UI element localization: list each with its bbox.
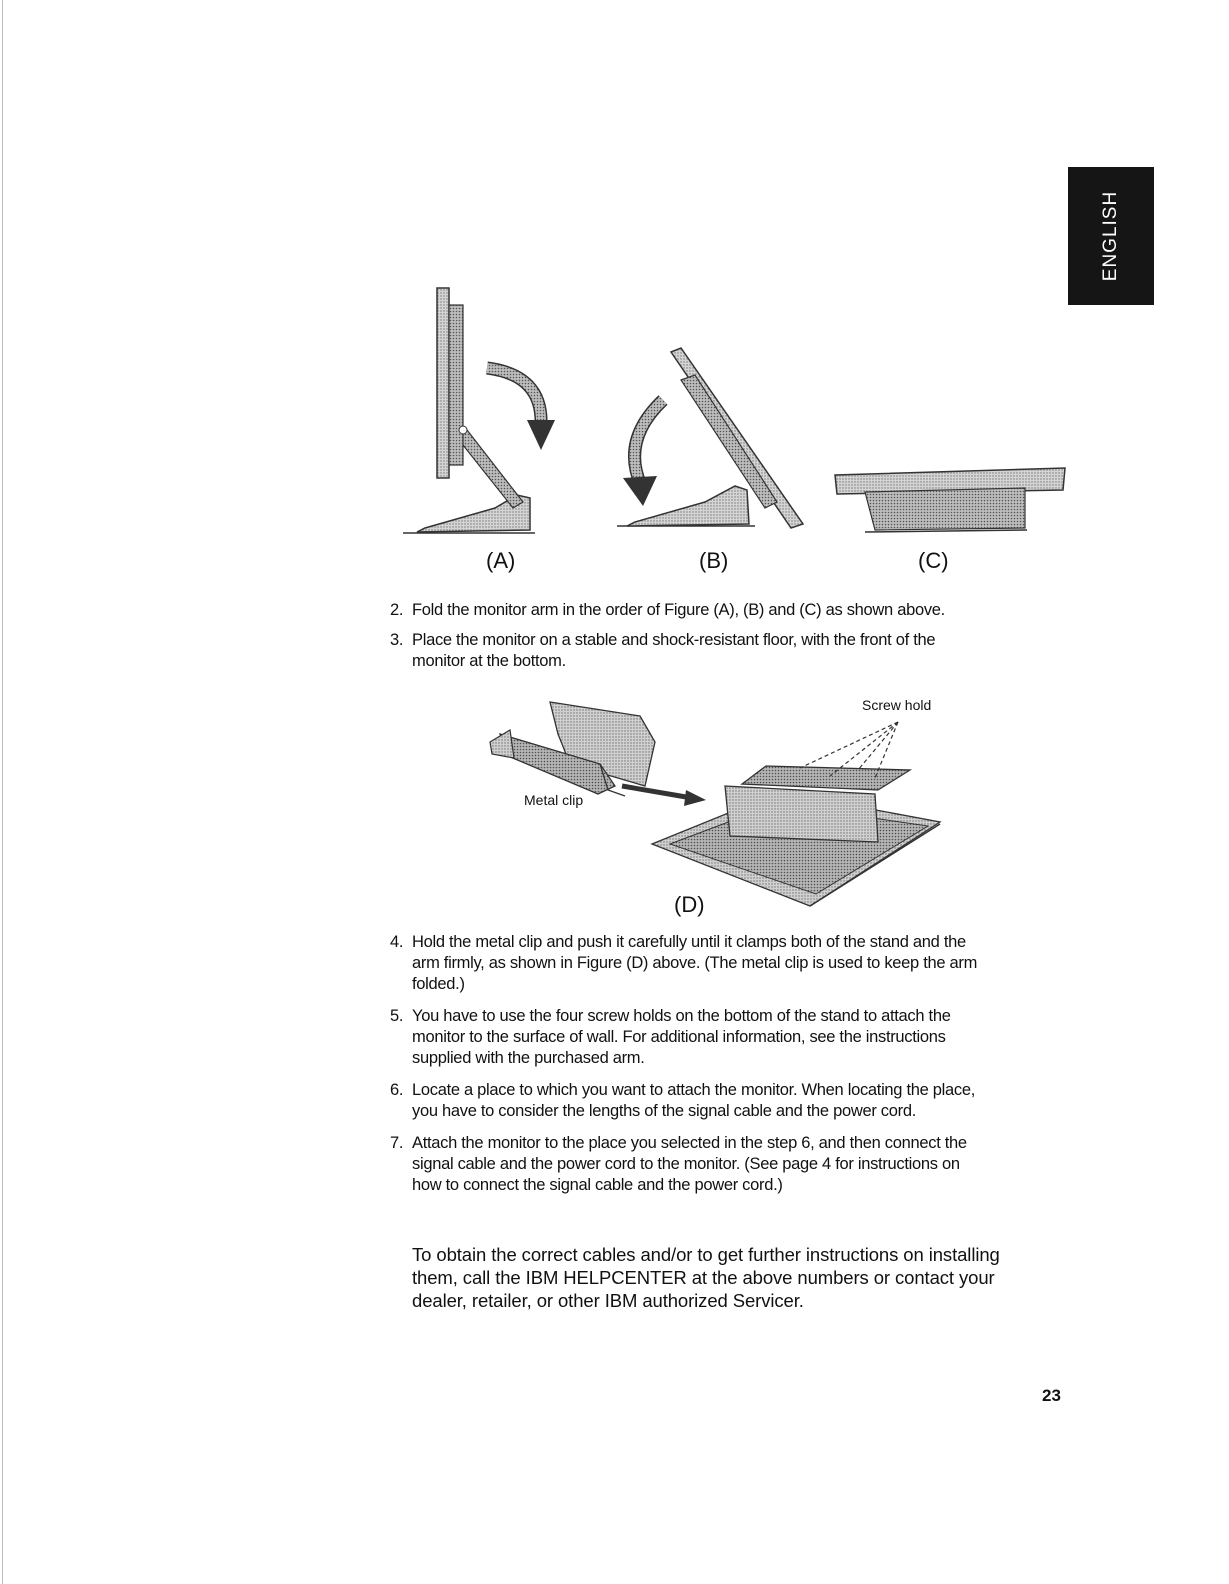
step-3-line-2: monitor at the bottom.	[412, 652, 566, 670]
step-7-number: 7.	[390, 1134, 404, 1152]
step-2-text: Fold the monitor arm in the order of Figure (A), (B) and (C) as shown above.	[412, 601, 945, 619]
step-3-line-1: Place the monitor on a stable and shock-resistant floor, with the front of the	[412, 631, 936, 649]
step-5-line-2: monitor to the surface of wall. For additional information, see the instructions	[412, 1028, 946, 1046]
step-4-number: 4.	[390, 933, 404, 951]
step-7-line-1: Attach the monitor to the place you selected in the step 6, and then connect the	[412, 1134, 967, 1152]
step-6-line-2: you have to consider the lengths of the signal cable and the power cord.	[412, 1102, 916, 1120]
step-3-number: 3.	[390, 631, 404, 649]
figure-b-label: (B)	[699, 548, 729, 573]
page-edge-rule	[2, 0, 3, 1584]
note-line-1: To obtain the correct cables and/or to get further instructions on installing	[412, 1244, 1000, 1265]
note-line-2: them, call the IBM HELPCENTER at the above numbers or contact your	[412, 1267, 995, 1288]
figure-c-label: (C)	[918, 548, 949, 573]
step-2-number: 2.	[390, 601, 404, 619]
step-2	[390, 600, 945, 621]
step-4	[390, 932, 977, 995]
figure-b-drawing	[617, 348, 803, 528]
figure-d-label: (D)	[674, 892, 705, 917]
step-5-line-3: supplied with the purchased arm.	[412, 1049, 645, 1067]
step-4-line-2: arm firmly, as shown in Figure (D) above. (The metal clip is used to keep the arm	[412, 954, 978, 972]
step-6-number: 6.	[390, 1081, 404, 1099]
step-3	[390, 630, 945, 672]
step-6	[390, 1080, 977, 1122]
note-line-3: dealer, retailer, or other IBM authorized Servicer.	[412, 1290, 804, 1311]
figure-c-drawing	[835, 468, 1065, 532]
step-4-line-3: folded.)	[412, 975, 465, 993]
monitor-fold-figures	[395, 280, 1085, 540]
page-number: 23	[1042, 1386, 1061, 1405]
metal-clip-drawing	[490, 702, 655, 796]
step-6-line-1: Locate a place to which you want to attach the monitor. When locating the place,	[412, 1081, 976, 1099]
metal-clip-callout: Metal clip	[524, 792, 584, 808]
step-5-line-1: You have to use the four screw holds on the bottom of the stand to attach the	[412, 1007, 951, 1025]
helpcenter-note	[412, 1243, 1052, 1312]
metal-clip-illustration	[480, 694, 960, 924]
screw-hold-callout: Screw hold	[862, 697, 932, 713]
step-7	[390, 1133, 977, 1196]
step-4-line-1: Hold the metal clip and push it carefully until it clamps both of the stand and the	[412, 933, 966, 951]
step-7-line-3: how to connect the signal cable and the power cord.)	[412, 1176, 783, 1194]
metal-clip-figure	[480, 694, 960, 924]
language-tab-label: ENGLISH	[1100, 190, 1122, 282]
step-5-number: 5.	[390, 1007, 404, 1025]
figure-a-label: (A)	[486, 548, 516, 573]
monitor-back-drawing	[652, 766, 940, 906]
steps-list-lower	[390, 932, 977, 1196]
steps-list-upper	[390, 600, 945, 672]
figure-a-drawing	[403, 288, 555, 533]
step-5	[390, 1006, 977, 1069]
monitor-fold-illustration	[395, 280, 1085, 540]
step-7-line-2: signal cable and the power cord to the monitor. (See page 4 for instructions on	[412, 1155, 960, 1173]
